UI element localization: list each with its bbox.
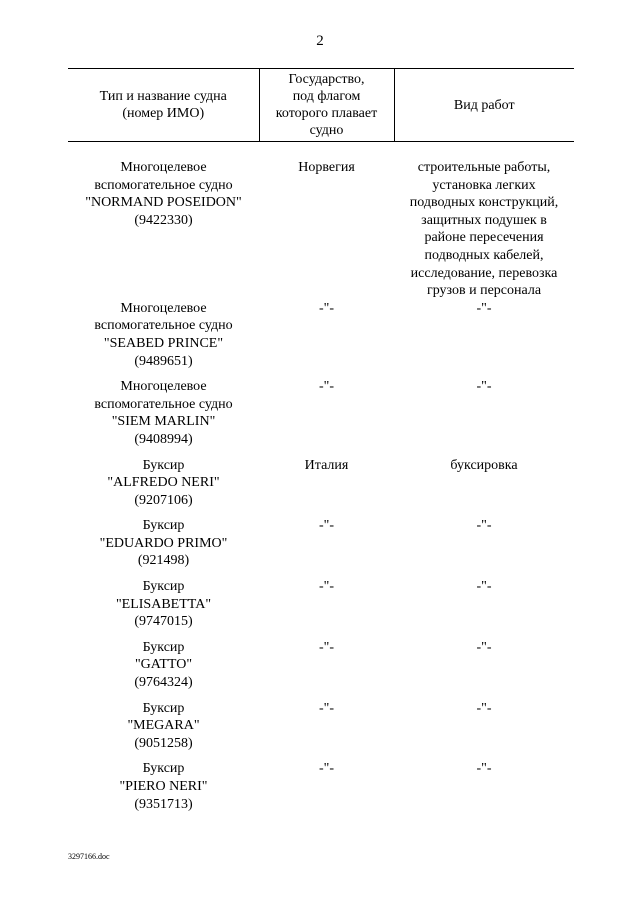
work-type-cell (394, 760, 574, 821)
flag-state-cell (259, 300, 394, 378)
work-type-cell (394, 142, 574, 300)
header-text-line: Тип и название судна (99, 89, 227, 104)
table-header (68, 69, 574, 142)
flag-state-cell (259, 760, 394, 821)
vessel-cell (68, 457, 259, 518)
header-text-line: которого плавает (275, 106, 378, 121)
vessel-line: (9747015) (134, 614, 193, 630)
flag-state-cell (259, 517, 394, 578)
vessel-cell (68, 700, 259, 761)
vessel-cell (68, 760, 259, 821)
vessel-line: Буксир (142, 639, 185, 655)
work-type-line: исследование, перевозка (410, 265, 558, 281)
work-type-line: -"- (476, 579, 492, 595)
vessel-line: вспомогательное судно (94, 177, 233, 193)
work-type-line: -"- (476, 700, 492, 716)
table-row (68, 300, 574, 378)
header-text-line: Государство, (288, 72, 365, 87)
vessel-line: Буксир (142, 457, 185, 473)
flag-state-text: -"- (318, 761, 335, 777)
vessel-line: (9422330) (134, 212, 193, 228)
table-row (68, 639, 574, 700)
work-type-cell (394, 639, 574, 700)
vessel-line: (9764324) (134, 675, 193, 691)
flag-state-text: -"- (318, 639, 335, 655)
flag-state-text: -"- (318, 379, 335, 395)
footer-file-name: 3297166.doc (68, 852, 110, 861)
vessel-line: (9207106) (134, 492, 193, 508)
vessel-cell (68, 300, 259, 378)
work-type-cell (394, 300, 574, 378)
flag-state-cell (259, 700, 394, 761)
vessel-line: "GATTO" (134, 657, 193, 673)
flag-state-cell (259, 578, 394, 639)
vessel-line: "PIERO NERI" (119, 779, 208, 794)
header-text-line: (номер ИМО) (122, 106, 205, 121)
table-row (68, 700, 574, 761)
work-type-line: подводных конструкций, (409, 195, 559, 211)
vessel-line: вспомогательное судно (94, 318, 233, 334)
table-body (68, 142, 574, 822)
vessel-line: Буксир (142, 761, 185, 777)
vessel-line: (9408994) (134, 431, 193, 447)
work-type-cell (394, 457, 574, 518)
flag-state-text: -"- (318, 518, 335, 534)
vessel-line: вспомогательное судно (94, 396, 233, 412)
vessel-line: Многоцелевое (120, 300, 207, 316)
table-row (68, 578, 574, 639)
vessel-line: (9489651) (134, 353, 193, 369)
vessel-cell (68, 142, 259, 300)
work-type-line: подводных кабелей, (424, 247, 544, 263)
flag-state-text: -"- (318, 700, 335, 716)
header-type-of-work (394, 69, 574, 142)
table-row (68, 457, 574, 518)
vessel-table (68, 68, 574, 821)
vessel-line: "SEABED PRINCE" (103, 335, 224, 351)
work-type-line: строительные работы, (417, 160, 551, 175)
vessel-line: "NORMAND POSEIDON" (85, 195, 242, 211)
vessel-line: Буксир (142, 518, 185, 534)
work-type-cell (394, 517, 574, 578)
header-vessel-type-name (68, 69, 259, 142)
header-text-line: судно (309, 123, 344, 138)
work-type-line: -"- (476, 518, 492, 534)
work-type-cell (394, 700, 574, 761)
flag-state-cell (259, 142, 394, 300)
work-type-line: грузов и персонала (426, 283, 542, 299)
flag-state-cell (259, 639, 394, 700)
page-number: 2 (316, 33, 324, 49)
work-type-line: буксировка (450, 457, 518, 473)
header-flag-state (259, 69, 394, 142)
table-row (68, 378, 574, 456)
vessel-line: "SIEM MARLIN" (111, 414, 216, 430)
vessel-line: Многоцелевое (120, 379, 207, 395)
vessel-cell (68, 378, 259, 456)
header-text-line: под флагом (292, 89, 361, 104)
work-type-line: -"- (476, 639, 492, 655)
vessel-line: "ALFREDO NERI" (107, 475, 220, 491)
work-type-cell (394, 378, 574, 456)
vessel-line: "MEGARA" (127, 718, 200, 734)
vessel-line: (9051258) (134, 735, 193, 751)
flag-state-text: -"- (318, 579, 335, 595)
vessel-line: Буксир (142, 579, 185, 595)
vessel-cell (68, 517, 259, 578)
flag-state-text: -"- (318, 300, 335, 316)
work-type-line: защитных подушек в (421, 212, 547, 228)
flag-state-cell (259, 457, 394, 518)
vessel-line: (9351713) (134, 796, 193, 812)
work-type-cell (394, 578, 574, 639)
flag-state-cell (259, 378, 394, 456)
work-type-line: -"- (476, 300, 492, 316)
flag-state-text: Норвегия (298, 160, 355, 175)
table-row (68, 760, 574, 821)
header-text-line: Вид работ (453, 97, 515, 113)
vessel-line: (921498) (137, 553, 190, 569)
vessel-cell (68, 578, 259, 639)
vessel-line: "ELISABETTA" (115, 596, 212, 612)
flag-state-text: Италия (304, 457, 349, 473)
work-type-line: районе пересечения (424, 230, 544, 246)
vessel-line: Буксир (142, 700, 185, 716)
work-type-line: -"- (476, 379, 492, 395)
work-type-line: -"- (476, 761, 492, 777)
vessel-cell (68, 639, 259, 700)
work-type-line: установка легких (432, 177, 536, 193)
table-row (68, 517, 574, 578)
table-row (68, 142, 574, 300)
vessel-line: Многоцелевое (120, 160, 207, 175)
vessel-line: "EDUARDO PRIMO" (99, 535, 228, 551)
